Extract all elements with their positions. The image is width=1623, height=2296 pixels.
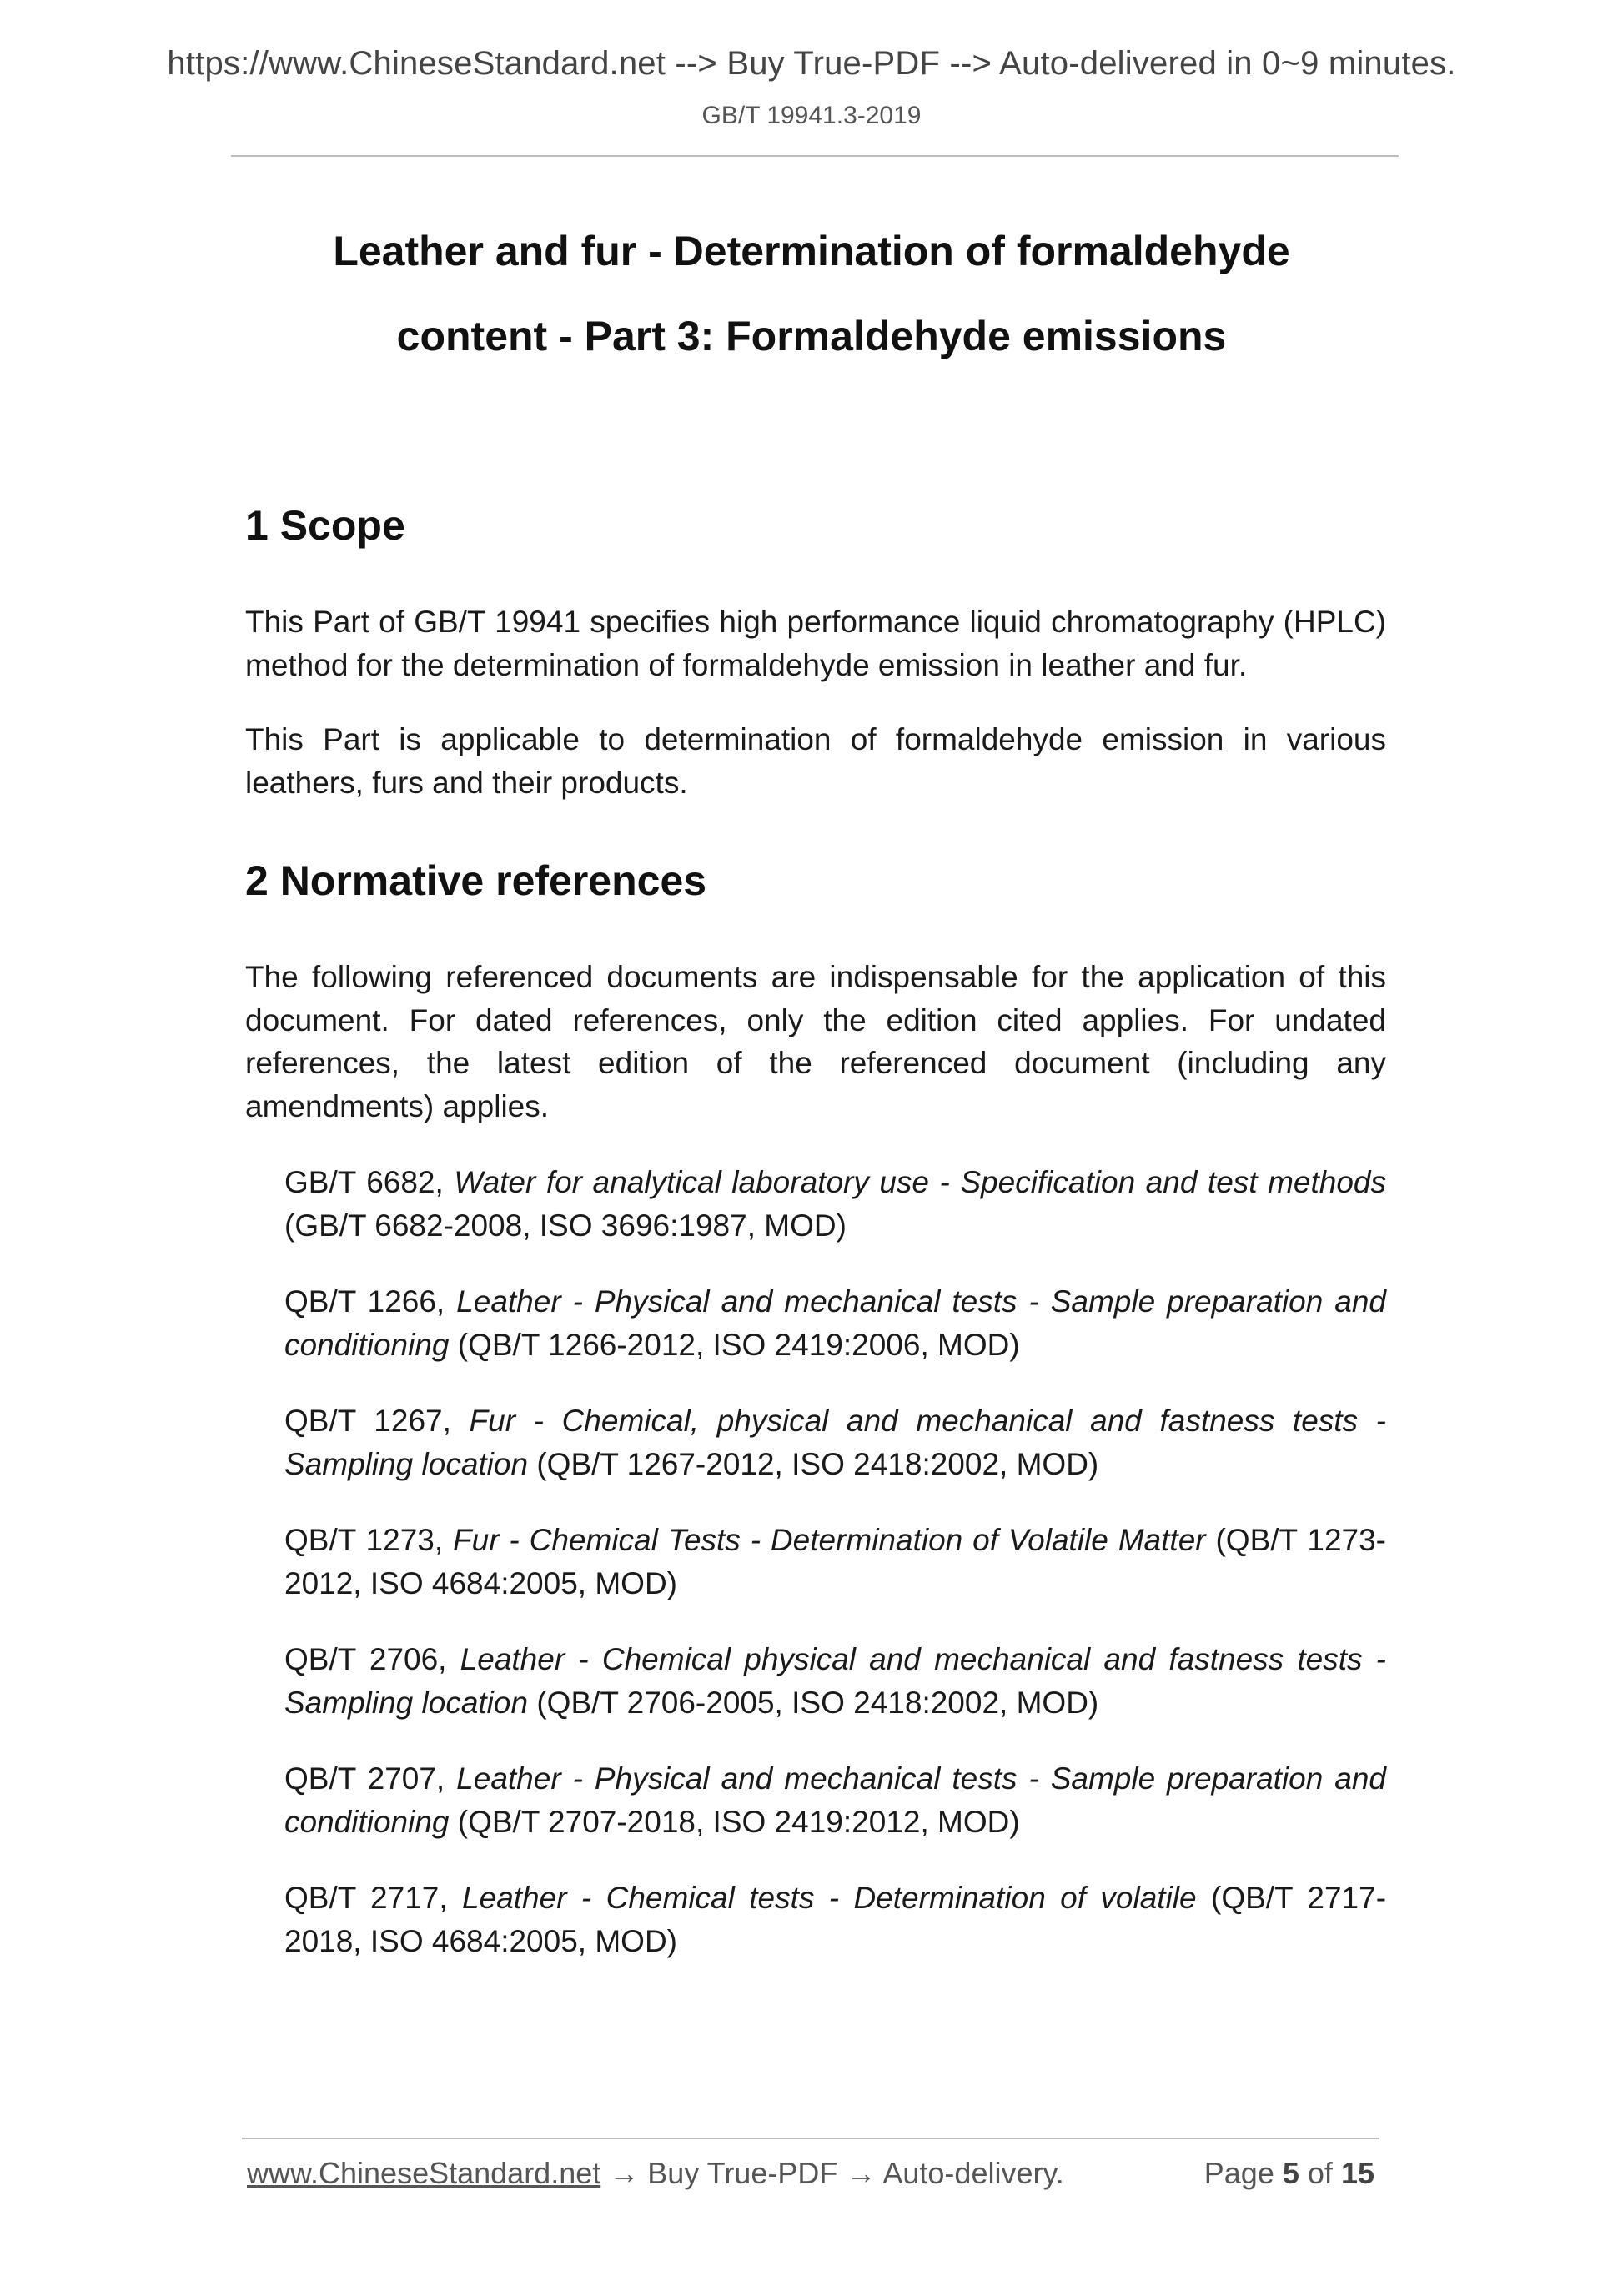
footer-divider bbox=[242, 2138, 1379, 2139]
reference-item bbox=[245, 1757, 1386, 1843]
header-divider bbox=[231, 155, 1399, 157]
reference-title: Fur - Chemical, physical and mechanical and fastness tests - Sampling location bbox=[284, 1404, 1386, 1481]
document-title-line-1: Leather and fur - Determination of formaldehyde bbox=[333, 228, 1290, 274]
normative-intro-paragraph: The following referenced documents are indispensable for the application of this document. For dated references, only the edition cited applies. For undated references, the latest edition of the referenced document (including any amendments) applies. bbox=[245, 960, 1386, 1123]
reference-tail: (QB/T 1273-2012, ISO 4684:2005, MOD) bbox=[284, 1523, 1386, 1600]
reference-title: Leather - Physical and mechanical tests - Sample preparation and conditioning bbox=[284, 1761, 1386, 1839]
main-content bbox=[245, 492, 1386, 1996]
page-label: Page bbox=[1203, 2156, 1274, 2190]
reference-code: QB/T 2707, bbox=[284, 1761, 445, 1796]
scope-paragraph-1: This Part of GB/T 19941 specifies high performance liquid chromatography (HPLC) method for the determination of formaldehyde emission in leather and fur. bbox=[245, 605, 1386, 682]
footer-delivery-text: Auto-delivery. bbox=[882, 2156, 1064, 2190]
page-footer bbox=[247, 2156, 1374, 2191]
section-heading-scope: 1 Scope bbox=[245, 502, 405, 549]
reference-title: Leather - Physical and mechanical tests - Sample preparation and conditioning bbox=[284, 1284, 1386, 1362]
reference-code: QB/T 1273, bbox=[284, 1523, 444, 1557]
banner-buy-link[interactable]: Buy True-PDF bbox=[726, 45, 941, 82]
reference-code: QB/T 1267, bbox=[284, 1404, 451, 1438]
reference-item bbox=[245, 1399, 1386, 1485]
banner-delivery-text: Auto-delivered in 0~9 minutes. bbox=[999, 45, 1456, 82]
reference-tail: (QB/T 2706-2005, ISO 2418:2002, MOD) bbox=[536, 1685, 1099, 1720]
banner-site-link[interactable]: https://www.ChineseStandard.net bbox=[167, 45, 666, 82]
reference-tail: (QB/T 2717-2018, ISO 4684:2005, MOD) bbox=[284, 1881, 1387, 1958]
reference-tail: (GB/T 6682-2008, ISO 3696:1987, MOD) bbox=[284, 1208, 847, 1243]
reference-tail: (QB/T 1267-2012, ISO 2418:2002, MOD) bbox=[536, 1446, 1099, 1481]
reference-tail: (QB/T 2707-2018, ISO 2419:2012, MOD) bbox=[457, 1804, 1020, 1839]
reference-item bbox=[245, 1280, 1386, 1366]
reference-code: GB/T 6682, bbox=[284, 1165, 444, 1199]
reference-item bbox=[245, 1161, 1386, 1247]
reference-code: QB/T 1266, bbox=[284, 1284, 445, 1319]
top-banner bbox=[0, 45, 1623, 83]
reference-title: Fur - Chemical Tests - Determination of Volatile Matter bbox=[453, 1523, 1206, 1557]
page-current: 5 bbox=[1282, 2156, 1299, 2190]
section-heading-normative-references: 2 Normative references bbox=[245, 857, 707, 904]
reference-tail: (QB/T 1266-2012, ISO 2419:2006, MOD) bbox=[457, 1327, 1020, 1362]
reference-title: Leather - Chemical tests - Determination of volatile bbox=[462, 1881, 1197, 1915]
right-arrow-icon: → bbox=[609, 2156, 640, 2190]
footer-buy-link[interactable]: Buy True-PDF bbox=[647, 2156, 838, 2190]
reference-item bbox=[245, 1519, 1386, 1605]
document-title-line-2: content - Part 3: Formaldehyde emissions bbox=[396, 313, 1227, 359]
document-title bbox=[167, 208, 1456, 379]
reference-code: QB/T 2717, bbox=[284, 1881, 448, 1915]
reference-title: Leather - Chemical physical and mechanical and fastness tests - Sampling location bbox=[284, 1642, 1387, 1720]
reference-code: QB/T 2706, bbox=[284, 1642, 447, 1676]
banner-separator-2: --> bbox=[949, 45, 992, 82]
page-of-label: of bbox=[1307, 2156, 1333, 2190]
reference-list bbox=[245, 1161, 1386, 1962]
reference-item bbox=[245, 1638, 1386, 1724]
banner-separator-1: --> bbox=[675, 45, 717, 82]
standard-number: GB/T 19941.3-2019 bbox=[701, 102, 922, 129]
right-arrow-icon: → bbox=[846, 2156, 877, 2190]
page-indicator bbox=[1204, 2156, 1374, 2191]
scope-paragraph-2: This Part is applicable to determination of formaldehyde emission in various leathers, furs and their products. bbox=[245, 722, 1386, 800]
page-total: 15 bbox=[1340, 2156, 1374, 2190]
footer-site-link[interactable]: www.ChineseStandard.net bbox=[247, 2156, 601, 2190]
reference-title: Water for analytical laboratory use - Specification and test methods bbox=[454, 1165, 1386, 1199]
reference-item bbox=[245, 1876, 1386, 1962]
